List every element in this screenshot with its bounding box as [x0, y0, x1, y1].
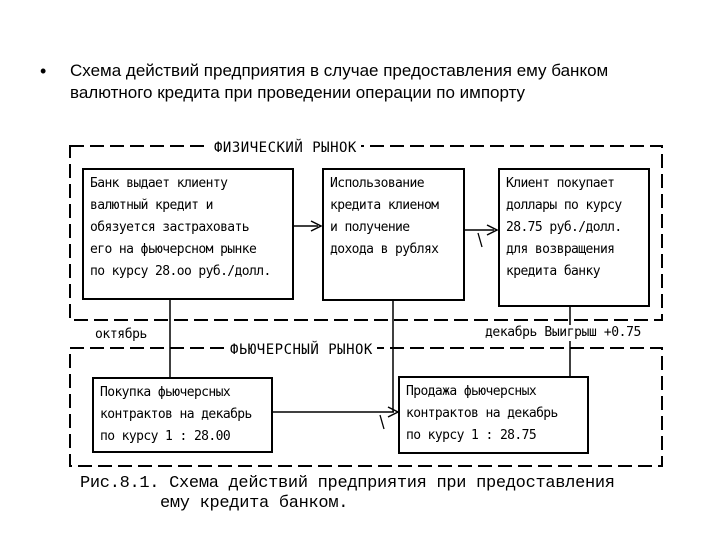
client-buys-box: Клиент покупает доллары по курсу 28.75 руб./долл. для возвращения кредита банку: [498, 168, 650, 307]
buy-futures-box: Покупка фьючерсных контрактов на декабрь по курсу 1 : 28.00: [92, 377, 273, 453]
tick-buy-to-sell: [380, 415, 384, 429]
futures-market-title: ФЬЮЧЕРСНЫЙ РЫНОК: [226, 342, 377, 358]
sell-futures-box: Продажа фьючерсных контрактов на декабрь по курсу 1 : 28.75: [398, 376, 589, 454]
physical-market-title: ФИЗИЧЕСКИЙ РЫНОК: [210, 140, 361, 156]
bullet-marker: •: [40, 61, 47, 81]
figure-caption: Рис.8.1. Схема действий предприятия при предоставления ему кредита банком.: [80, 474, 615, 513]
december-gain-label: декабрь Выигрыш +0.75: [485, 325, 641, 340]
credit-use-box: Использование кредита клиеном и получение дохода в рублях: [322, 168, 465, 301]
tick-use-to-client: [478, 233, 482, 247]
slide-heading: Схема действий предприятия в случае предоставления ему банком валютного кредита при проведении операции по импорту: [70, 61, 609, 102]
bank-credit-box: Банк выдает клиенту валютный кредит и обязуется застраховать его на фьючерсном рынке по курсу 28.оо руб./долл.: [82, 168, 294, 300]
october-label: октябрь: [95, 327, 147, 342]
